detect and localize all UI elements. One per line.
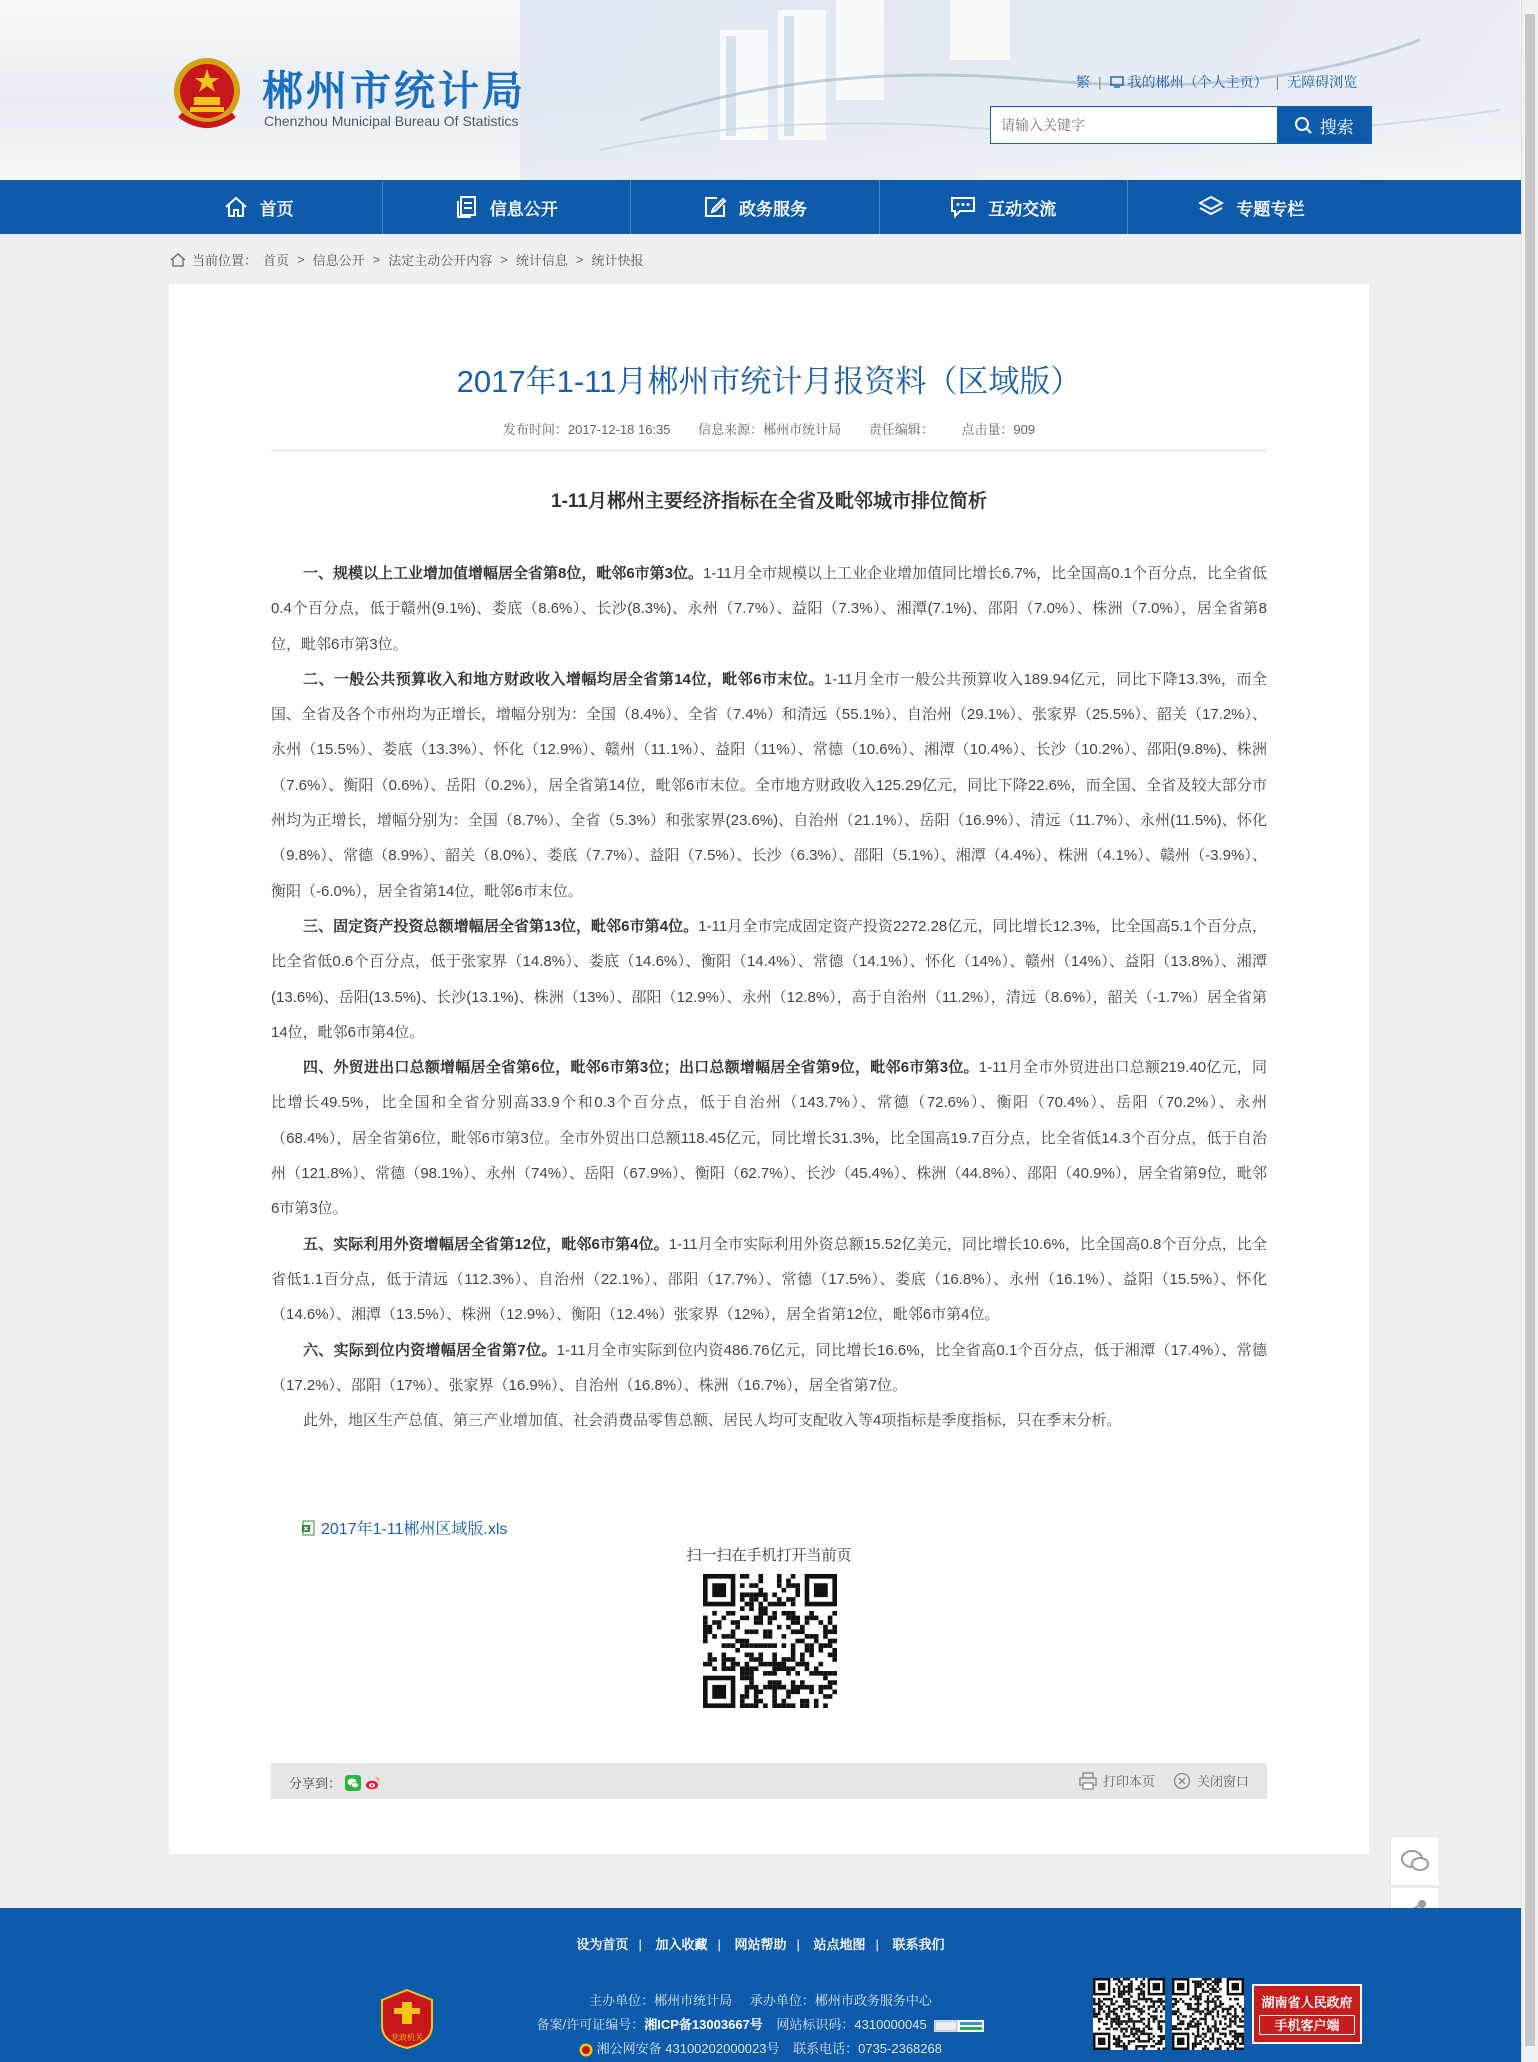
print-button[interactable] — [1079, 1771, 1155, 1790]
hunan-gov-app-button[interactable] — [1252, 1984, 1362, 2044]
paragraph-heading: 六、实际到位内资增幅居全省第7位。 — [303, 1341, 557, 1359]
close-icon — [1173, 1772, 1191, 1790]
paragraph-text: 1-11月全市规模以上工业企业增加值同比增长6.7%，比全国高0.1个百分点，比全省低0.4个百分点，低于赣州(9.1%)、娄底（8.6%）、长沙(8.3%)、永州（7.7%）、益阳（7.3%）、湘潭(7.1%)、邵阳（7.0%）、株洲（7.0%），居全省第8位，毗邻6市第3位。 — [271, 565, 1267, 653]
article-paragraph — [271, 662, 1267, 909]
paragraph-text: 1-11月全市完成固定资产投资2272.28亿元，同比增长12.3%，比全国高5.1个百分点，比全省低0.6个百分点，低于张家界（14.8%）、娄底（14.6%）、衡阳（14.4%）、常德（14.1%）、怀化（14%）、赣州（14%）、益阳（13.8%）、湘潭(13.6%)、岳阳(13.5%)、长沙(13.1%)、株洲（13%）、邵阳（12.9%）、永州（12.8%），高于自治州（11.2%），清远（8.6%），韶关（-1.7%）居全省第14位，毗邻6市第4位。 — [271, 917, 1267, 1041]
footer-link-sitemap[interactable]: 站点地图 — [813, 1937, 866, 1952]
nav-item-special-topics[interactable] — [1128, 180, 1375, 234]
wechat-icon — [1400, 1848, 1430, 1874]
footer-app-qr-code — [1172, 1978, 1244, 2050]
wechat-float-button[interactable] — [1390, 1836, 1440, 1886]
nav-label: 专题专栏 — [1236, 199, 1305, 219]
share-label: 分享到： — [289, 1776, 342, 1791]
home-icon — [170, 253, 186, 267]
attachment-link[interactable] — [301, 1516, 507, 1539]
paragraph-text: 1-11月全市一般公共预算收入189.94亿元，同比下降13.3%，而全国、全省及各个市州均为正增长，增幅分别为：全国（8.4%）、全省（7.4%）和清远（55.1%）、自治州（29.1%）、张家界（25.5%）、韶关（17.2%）、永州（15.5%）、娄底（13.3%）、怀化（12.9%）、赣州（11.1%）、益阳（11%）、常德（10.6%）、湘潭（10.4%）、长沙（10.2%）、邵阳(9.8%)、株洲（7.6%）、衡阳（0.6%）、岳阳（0.2%），居全省第14位，毗邻6市末位。全市地方财政收入125.29亿元，同比下降22.6%，而全国、全省及较大部分市州均为正增长，增幅分别为：全国（8.7%）、全省（5.3%）和张家界(23.6%)、自治州（21.1%）、岳阳（16.9%）、清远（11.7%）、永州(11.5%)、怀化（9.8%）、常德（8.9%）、韶关（8.0%）、娄底（7.7%）、益阳（7.5%）、长沙（6.3%）、邵阳（5.1%）、湘潭（4.4%）、株洲（4.1%）、赣州（-3.9%）、衡阳（-6.0%），居全省第14位，毗邻6市末位。 — [271, 670, 1268, 900]
footer-links: 设为首页 | 加入收藏 | 网站帮助 | 站点地图 | 联系我们 — [576, 1937, 945, 1952]
party-badge-text: 党政机关 — [391, 2033, 423, 2042]
article-paragraph — [271, 1227, 1267, 1333]
article-subtitle: 1-11月郴州主要经济指标在全省及毗邻城市排位简析 — [551, 491, 987, 512]
site-name: 郴州市统计局 — [262, 67, 526, 115]
footer-site-code: 网站标识码：4310000045 — [776, 2017, 927, 2032]
breadcrumb-item[interactable]: 信息公开 — [312, 253, 365, 268]
paragraph-text: 1-11月全市实际利用外资总额15.52亿美元，同比增长10.6%，比全国高0.8个百分点，比全省低1.1百分点，低于清远（112.3%）、自治州（22.1%）、邵阳（17.7%）、常德（17.5%）、娄底（16.8%）、永州（16.1%）、益阳（15.5%）、怀化（14.6%）、湘潭（13.5%）、株洲（12.9%）、衡阳（12.4%）张家界（12%），居全省第12位，毗邻6市第4位。 — [271, 1235, 1267, 1324]
publish-time: 发布时间：2017-12-18 16:35 — [502, 422, 671, 437]
accessibility-link[interactable]: 无障碍浏览 — [1287, 74, 1358, 90]
article-container — [169, 284, 1369, 1854]
weibo-share-icon[interactable] — [365, 1775, 381, 1791]
paragraph-heading: 二、一般公共预算收入和地方财政收入增幅均居全省第14位，毗邻6市末位。 — [303, 670, 824, 688]
breadcrumb: 当前位置： 首页 > 信息公开 > 法定主动公开内容 > 统计信息 > 统计快报 — [170, 250, 643, 269]
share-bar — [271, 1763, 1267, 1799]
article-paragraph — [271, 556, 1267, 662]
site-header — [0, 0, 1521, 180]
close-window-button[interactable] — [1173, 1771, 1249, 1790]
article-title: 2017年1-11月郴州市统计月报资料（区域版） — [456, 364, 1082, 399]
police-badge-icon — [579, 2043, 593, 2057]
nav-label: 信息公开 — [489, 199, 558, 219]
print-label: 打印本页 — [1102, 1774, 1155, 1789]
search-button-label: 搜索 — [1319, 117, 1354, 137]
nav-item-interaction[interactable] — [880, 180, 1128, 234]
info-source: 信息来源：郴州市统计局 — [698, 422, 842, 437]
breadcrumb-label: 当前位置： — [192, 253, 258, 268]
paragraph-heading: 三、固定资产投资总额增幅居全省第13位，毗邻6市第4位。 — [303, 917, 699, 935]
article-meta — [169, 419, 1369, 438]
cnzz-badge-icon[interactable] — [934, 2020, 984, 2032]
breadcrumb-item[interactable]: 统计快报 — [591, 253, 644, 268]
view-count: 点击量：909 — [961, 422, 1036, 437]
main-nav — [0, 180, 1521, 234]
site-footer — [0, 1908, 1521, 2062]
article-paragraph — [271, 1403, 1267, 1438]
top-links: 繁 | 我的郴州（个人主页） | 无障碍浏览 — [1076, 74, 1358, 90]
excel-file-icon — [301, 1520, 317, 1536]
my-chenzhou-link[interactable]: 我的郴州（个人主页） — [1127, 74, 1268, 90]
national-emblem-icon — [170, 55, 244, 133]
traditional-chinese-link[interactable]: 繁 — [1076, 74, 1090, 90]
footer-phone: 联系电话：0735-2368268 — [793, 2041, 942, 2056]
monitor-icon — [1110, 76, 1124, 88]
nav-item-info-disclosure[interactable] — [383, 180, 631, 234]
footer-icp[interactable]: 湘ICP备13003667号 — [644, 2017, 763, 2032]
paragraph-heading: 五、实际利用外资增幅居全省第12位，毗邻6市第4位。 — [303, 1235, 669, 1253]
search-button[interactable] — [1277, 107, 1371, 143]
nav-item-home[interactable] — [135, 180, 383, 234]
nav-item-gov-services[interactable] — [631, 180, 879, 234]
paragraph-text: 此外，地区生产总值、第三产业增加值、社会消费品零售总额、居民人均可支配收入等4项指标是季度指标，只在季末分析。 — [303, 1412, 1122, 1430]
vertical-scrollbar[interactable] — [1521, 0, 1538, 2062]
nav-label: 互动交流 — [988, 199, 1057, 219]
article-paragraph — [271, 1050, 1267, 1226]
paragraph-heading: 一、规模以上工业增加值增幅居全省第8位，毗邻6市第3位。 — [303, 565, 704, 582]
site-name-en: Chenzhou Municipal Bureau Of Statistics — [264, 113, 519, 129]
paragraph-text: 1-11月全市实际到位内资486.76亿元，同比增长16.6%，比全省高0.1个百分点，低于湘潭（17.4%）、常德（17.2%）、邵阳（17%）、张家界（16.9%）、自治州（16.8%）、株洲（16.7%），居全省第7位。 — [271, 1341, 1267, 1394]
paragraph-heading: 四、外贸进出口总额增幅居全省第6位，毗邻6市第3位；出口总额增幅居全省第9位，毗邻6市第3位。 — [303, 1059, 979, 1077]
wechat-share-icon[interactable] — [345, 1775, 361, 1791]
footer-icp-label: 备案/许可证编号： — [536, 2017, 645, 2032]
qr-code — [703, 1574, 837, 1708]
search-box — [990, 106, 1372, 144]
document-icon — [456, 195, 478, 219]
share-section — [289, 1773, 381, 1792]
qr-label: 扫一扫在手机打开当前页 — [686, 1547, 852, 1564]
nav-label: 首页 — [259, 199, 294, 219]
breadcrumb-item[interactable]: 首页 — [263, 253, 290, 268]
attachment-name: 2017年1-11郴州区域版.xls — [321, 1521, 508, 1538]
footer-link-help[interactable]: 网站帮助 — [734, 1937, 787, 1952]
footer-police-record[interactable]: 湘公网安备 43100202000023号 — [596, 2041, 780, 2056]
close-label: 关闭窗口 — [1196, 1774, 1249, 1789]
footer-wechat-qr-code — [1093, 1978, 1165, 2050]
printer-icon — [1079, 1772, 1097, 1790]
responsible-editor: 责任编辑： — [868, 422, 934, 437]
bar-actions — [1079, 1771, 1249, 1790]
footer-link-contact[interactable]: 联系我们 — [892, 1937, 945, 1952]
search-icon — [1294, 116, 1312, 134]
search-input[interactable] — [991, 107, 1277, 143]
article-body — [271, 556, 1267, 1438]
breadcrumb-item[interactable]: 法定主动公开内容 — [388, 253, 493, 268]
article-paragraph — [271, 909, 1267, 1050]
home-icon — [224, 196, 248, 218]
header-decoration — [520, 0, 1520, 180]
nav-label: 政务服务 — [739, 199, 807, 219]
edit-icon — [703, 195, 727, 219]
layers-icon — [1198, 195, 1224, 219]
footer-organizer: 承办单位：郴州市政务服务中心 — [749, 1993, 932, 2008]
gov-app-title: 湖南省人民政府 — [1261, 1995, 1353, 2010]
paragraph-text: 1-11月全市外贸进出口总额219.40亿元，同比增长49.5%，比全国和全省分别高33.9个和0.3个百分点，低于自治州（143.7%）、常德（72.6%）、衡阳（70.4%）、岳阳（70.2%）、永州（68.4%），居全省第6位，毗邻6市第3位。全市外贸出口总额118.45亿元，同比增长31.3%，比全国高19.7百分点，比全省低14.3个百分点，低于自治州（121.8%）、常德（98.1%）、永州（74%）、岳阳（67.9%）、衡阳（62.7%）、长沙（45.4%）、株洲（44.8%）、邵阳（40.9%），居全省第9位，毗邻6市第3位。 — [271, 1059, 1267, 1218]
footer-host: 主办单位：郴州市统计局 — [589, 1993, 733, 2008]
scrollbar-thumb[interactable] — [1525, 14, 1535, 2046]
article-paragraph — [271, 1333, 1267, 1404]
breadcrumb-item[interactable]: 统计信息 — [515, 253, 568, 268]
footer-link-set-homepage[interactable]: 设为首页 — [576, 1937, 629, 1952]
divider — [271, 450, 1267, 451]
footer-link-add-favorite[interactable]: 加入收藏 — [655, 1937, 708, 1952]
gov-app-subtitle: 手机客户端 — [1259, 2015, 1355, 2035]
chat-icon — [950, 196, 976, 218]
